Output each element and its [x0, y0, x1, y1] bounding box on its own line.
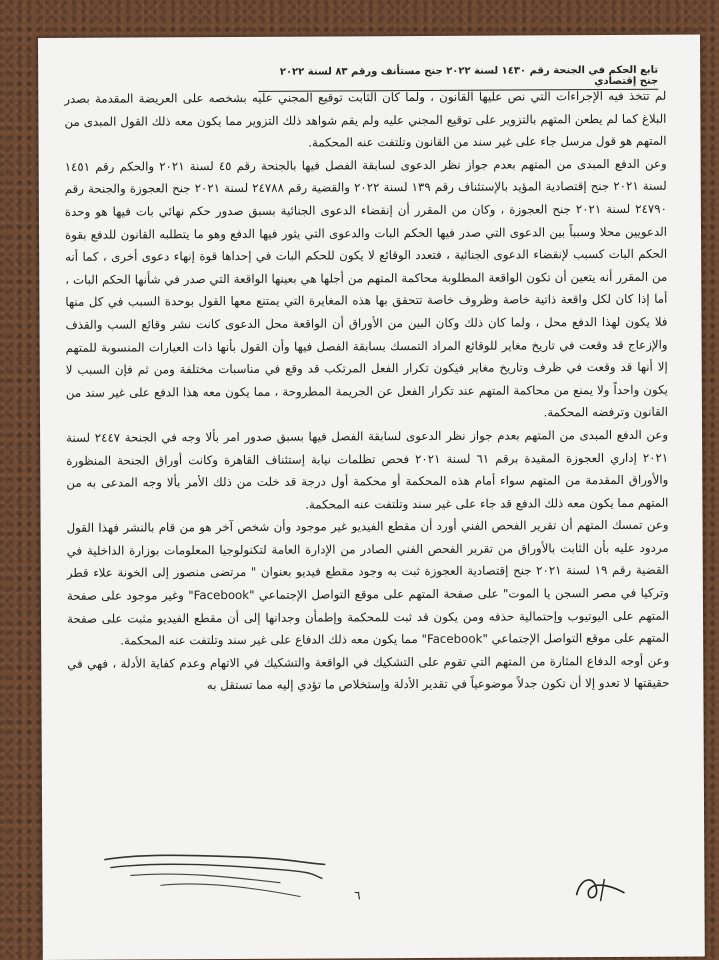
signature-left [100, 844, 330, 905]
paragraph: وعن الدفع المبدى من المتهم بعدم جواز نظر الدعوى لسابقة الفصل فيها بالجنحة رقم ٤٥ لسنة ٢٠٢١ والحكم رقم ١٤٥١ لسنة ٢٠٢١ جنح إقتصادية المؤيد بالإستئناف رقم ١٣٩ لسنة ٢٠٢٢ والقضية رقم ٢٤٧٨٨ لسنة ٢٠٢١ جنح العجوزة والجنحة رقم ٢٤٧٩٠ لسنة ٢٠٢١ جنح العجوزة ، وكان من المقرر أن إنقضاء الدعوى الجنائية بسبق صدور حكم نهائي بات فيها هو وحدة الدعويين محلا وسبباً بين الدعوى التي صدر فيها الحكم البات والدعوى التي يثور فيها الدفع وهو ما يتطلبه القانون للدفع بقوة الحكم البات كسبب لإنقضاء الدعوى الجنائية ، فتعدد الوقائع لا يكون للحكم البات في إحداها قوة إنهاء دعوى أخرى ، كما أنه من المقرر أنه يتعين أن تكون الواقعة المطلوبة محاكمة المتهم من أجلها هي بعينها الواقعة التي صدر في شأنها الحكم البات ، أما إذا كان لكل واقعة ذاتية خاصة وظروف خاصة تتحقق بها هذه المغايرة التي يمتنع معها القول بوحدة السبب في كل منها فلا يكون لهذا الدفع محل ، ولما كان ذلك وكان البين من الأوراق أن الواقعة محل الدعوى كانت نشر وقائع السب والقذف والإزعاج قد وقعت في تاريخ مغاير للوقائع المراد التمسك بسابقة الفصل فيها وأن القول بأنها ذات العبارات المنسوبة للمتهم إلا أنها قد وقعت في ظرف وتاريخ مغاير فيكون تكرار الفعل المرتكب قد وقع في مناسبات مختلفة ومن ثم فإن السبب لا يكون واحداً ولا يمنع من محاكمة المتهم عند تكرار الفعل عن الجريمة المطروحة ، مما يكون معه هذا الدفع على غير سند من القانون وترفضه المحكمة. [64, 156, 669, 420]
signature-right [570, 867, 630, 907]
page-header: تابع الحكم في الجنحة رقم ١٤٣٠ لسنة ٢٠٢٢ جنح مستأنف ورقم ٨٣ لسنة ٢٠٢٢ جنح إقتصادي [258, 65, 658, 92]
document-page [38, 35, 705, 960]
page-number: ٦ [354, 888, 361, 903]
paragraph: وعن أوجه الدفاع المثارة من المتهم التي تقوم على التشكيك في الواقعة والتشكيك في الاتهام وعدم كفاية الأدلة ، فهي في حقيقتها لا تعدو إلا أن تكون جدلاً موضوعياً في تقدير الأدلة وإستخلاص ما تؤدي إليه مما تستقل به [67, 653, 670, 693]
paragraph: لم تتخذ فيه الإجراءات التي نص عليها القانون ، ولما كان الثابت توقيع المجني عليه بشخصه على العريضة المقدمة بصدر البلاغ كما لم يطعن المتهم بالتزوير على توقيع المجني عليه ولم يقم شواهد ذلك التزوير مما يكون معه ذلك القول المبدى من المتهم هو قول مرسل جاء على غير سند من القانون وتلتفت عنه المحكمة. [64, 88, 667, 150]
paragraph: وعن الدفع المبدى من المتهم بعدم جواز نظر الدعوى لسابقة الفصل فيها بسبق صدور امر بألا وجه في الجنحة ٢٤٤٧ لسنة ٢٠٢١ إداري العجوزة المقيدة برقم ٦١ لسنة ٢٠٢١ فحص تظلمات نيابة إستئناف القاهرة وكانت أوراق الجنحة المنظورة والأوراق المقدمة من المتهم سواء أمام هذه المحكمة أو محكمة أول درجة قد خلت من ذلك الأمر بألا وجه المدعى به من المتهم مما يكون معه ذلك الدفع قد جاء على غير سند وتلتفت عنه المحكمة. [66, 427, 669, 512]
paragraph: وعن تمسك المتهم أن تقرير الفحص الفني أورد أن مقطع الفيديو غير موجود وأن شخص آخر هو من قام بالنشر فهذا القول مردود عليه بأن الثابت بالأوراق من تقرير الفحص الفني الصادر من الإدارة العامة لتكنولوجيا المعلومات بوزارة الداخلية في القضية رقم ١٩ لسنة ٢٠٢١ جنح إقتصادية العجوزة ثبت به وجود مقطع فيديو بعنوان " مرتضى منصور إلى الخونة علاء قطر وتركيا في مصر السجن يا الموت" على صفحة المتهم على موقع التواصل الإجتماعي "Facebook" وغير موجود على صفحة المتهم على اليوتيوب وإحتمالية حذفه ومن يكون قد ثبت للمحكمة وإطمأن وجدانها إلى أن مقطع الفيديو مثبت على صفحة المتهم على موقع التواصل الإجتماعي "Facebook" مما يكون معه ذلك الدفاع على غير سند وتلتفت عنه المحكمة. [66, 517, 670, 648]
document-body [64, 85, 669, 698]
